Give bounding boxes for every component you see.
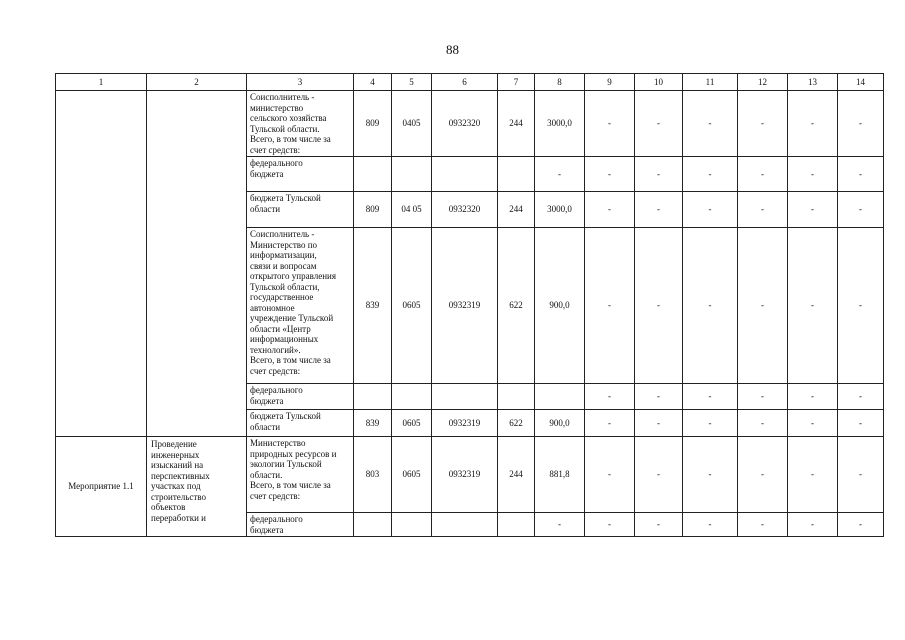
cell-c12: - — [738, 437, 788, 513]
cell-c11: - — [683, 410, 738, 437]
cell-c4: 803 — [354, 437, 392, 513]
header-cell: 14 — [838, 74, 884, 91]
cell-c14: - — [838, 384, 884, 410]
cell-c6: 0932319 — [432, 410, 498, 437]
cell-c10: - — [635, 91, 683, 157]
cell-c9: - — [585, 228, 635, 384]
cell-c6: 0932319 — [432, 437, 498, 513]
table-row — [56, 437, 884, 513]
cell-c14: - — [838, 91, 884, 157]
table-row — [56, 91, 884, 157]
cell-c5: 0605 — [392, 410, 432, 437]
cell-c12: - — [738, 157, 788, 192]
cell-c10: - — [635, 513, 683, 537]
cell-c12: - — [738, 228, 788, 384]
cell-c11: - — [683, 384, 738, 410]
cell-c4: 809 — [354, 192, 392, 228]
cell-c9: - — [585, 384, 635, 410]
cell-c7 — [498, 384, 535, 410]
cell-c6 — [432, 157, 498, 192]
cell-c4: 839 — [354, 410, 392, 437]
budget-table — [55, 73, 884, 537]
cell-c7: 244 — [498, 437, 535, 513]
cell-c13: - — [788, 157, 838, 192]
cell-c5: 04 05 — [392, 192, 432, 228]
empty-cell — [147, 91, 247, 437]
cell-c14: - — [838, 192, 884, 228]
cell-c13: - — [788, 228, 838, 384]
cell-c5 — [392, 384, 432, 410]
header-cell: 3 — [247, 74, 354, 91]
page-number: 88 — [446, 42, 459, 57]
cell-c14: - — [838, 410, 884, 437]
cell-c8: 900,0 — [535, 410, 585, 437]
cell-c14: - — [838, 437, 884, 513]
header-cell: 1 — [56, 74, 147, 91]
cell-c8: - — [535, 157, 585, 192]
cell-c10: - — [635, 228, 683, 384]
row-description: федерального бюджета — [247, 157, 354, 192]
cell-c4: 839 — [354, 228, 392, 384]
cell-c9: - — [585, 410, 635, 437]
cell-c5 — [392, 513, 432, 537]
cell-c14: - — [838, 157, 884, 192]
header-cell: 11 — [683, 74, 738, 91]
cell-c11: - — [683, 91, 738, 157]
cell-c8: - — [535, 513, 585, 537]
cell-c4 — [354, 513, 392, 537]
header-cell: 13 — [788, 74, 838, 91]
cell-c13: - — [788, 410, 838, 437]
cell-c13: - — [788, 91, 838, 157]
cell-c11: - — [683, 157, 738, 192]
cell-c11: - — [683, 192, 738, 228]
header-cell: 10 — [635, 74, 683, 91]
cell-c6: 0932320 — [432, 91, 498, 157]
row-description: федерального бюджета — [247, 513, 354, 537]
row-description: бюджета Тульской области — [247, 192, 354, 228]
cell-c13: - — [788, 513, 838, 537]
header-cell: 4 — [354, 74, 392, 91]
cell-c5: 0605 — [392, 437, 432, 513]
cell-c10: - — [635, 384, 683, 410]
cell-c6: 0932319 — [432, 228, 498, 384]
cell-c7: 622 — [498, 410, 535, 437]
cell-c12: - — [738, 513, 788, 537]
cell-c7 — [498, 157, 535, 192]
cell-c8: 3000,0 — [535, 91, 585, 157]
cell-c10: - — [635, 157, 683, 192]
cell-c4 — [354, 384, 392, 410]
cell-c8: 881,8 — [535, 437, 585, 513]
cell-c12: - — [738, 91, 788, 157]
row-description: Соисполнитель - Министерство по информатизации, связи и вопросам открытого управления Тульской области, государственное автономное учреждение Тульской области «Центр информационных технологий». Всего, в том числе за счет средств: — [247, 228, 354, 384]
header-cell: 2 — [147, 74, 247, 91]
cell-c13: - — [788, 192, 838, 228]
header-cell: 9 — [585, 74, 635, 91]
cell-c8: 900,0 — [535, 228, 585, 384]
cell-c4 — [354, 157, 392, 192]
cell-c11: - — [683, 228, 738, 384]
cell-c6 — [432, 384, 498, 410]
empty-cell — [56, 91, 147, 437]
cell-c4: 809 — [354, 91, 392, 157]
cell-c12: - — [738, 192, 788, 228]
cell-c6: 0932320 — [432, 192, 498, 228]
cell-c13: - — [788, 437, 838, 513]
cell-c5: 0405 — [392, 91, 432, 157]
header-cell: 12 — [738, 74, 788, 91]
cell-c5: 0605 — [392, 228, 432, 384]
cell-c9: - — [585, 192, 635, 228]
header-cell: 6 — [432, 74, 498, 91]
cell-c11: - — [683, 437, 738, 513]
cell-c7: 622 — [498, 228, 535, 384]
cell-c12: - — [738, 410, 788, 437]
cell-c9: - — [585, 91, 635, 157]
cell-c10: - — [635, 410, 683, 437]
cell-c9: - — [585, 157, 635, 192]
row-description: бюджета Тульской области — [247, 410, 354, 437]
row-description: Министерство природных ресурсов и экологии Тульской области. Всего, в том числе за счет средств: — [247, 437, 354, 513]
cell-c10: - — [635, 192, 683, 228]
cell-c14: - — [838, 228, 884, 384]
cell-c14: - — [838, 513, 884, 537]
row-description: федерального бюджета — [247, 384, 354, 410]
cell-c5 — [392, 157, 432, 192]
cell-c11: - — [683, 513, 738, 537]
cell-c9: - — [585, 437, 635, 513]
cell-c10: - — [635, 437, 683, 513]
cell-c7: 244 — [498, 192, 535, 228]
cell-c13: - — [788, 384, 838, 410]
cell-c6 — [432, 513, 498, 537]
header-row — [56, 74, 884, 91]
measure-description: Проведение инженерных изысканий на перспективных участках под строительство объектов переработки и — [147, 437, 247, 537]
cell-c7: 244 — [498, 91, 535, 157]
cell-c9: - — [585, 513, 635, 537]
row-description: Соисполнитель - министерство сельского хозяйства Тульской области. Всего, в том числе за счет средств: — [247, 91, 354, 157]
header-cell: 5 — [392, 74, 432, 91]
header-cell: 7 — [498, 74, 535, 91]
header-cell: 8 — [535, 74, 585, 91]
cell-c7 — [498, 513, 535, 537]
cell-c12: - — [738, 384, 788, 410]
cell-c8 — [535, 384, 585, 410]
measure-label: Мероприятие 1.1 — [56, 437, 147, 537]
cell-c8: 3000,0 — [535, 192, 585, 228]
